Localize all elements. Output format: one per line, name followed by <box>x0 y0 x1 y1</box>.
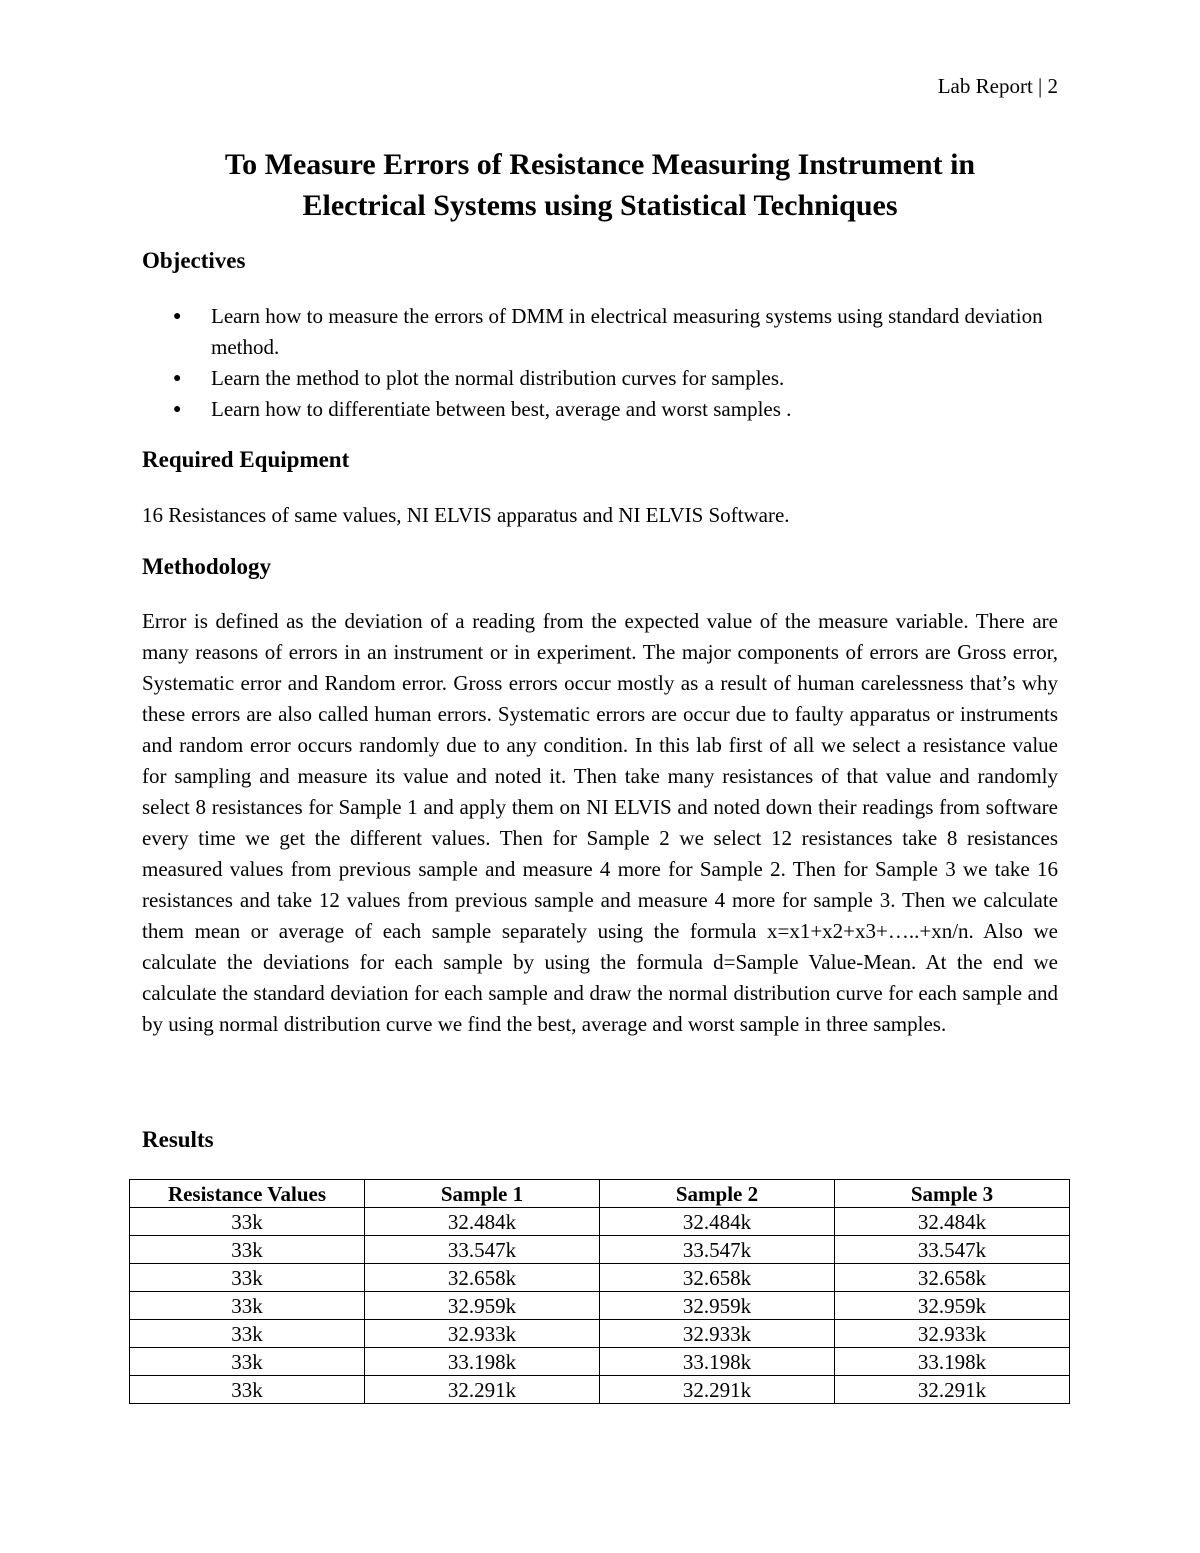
table-cell: 33.547k <box>600 1236 835 1264</box>
table-cell: 32.933k <box>365 1320 600 1348</box>
objective-item: ● Learn how to measure the errors of DMM in electrical measuring systems using standard deviation method. <box>142 301 1072 363</box>
column-header: Sample 1 <box>365 1180 600 1208</box>
table-cell: 33.547k <box>835 1236 1070 1264</box>
table-cell: 33.198k <box>835 1348 1070 1376</box>
table-cell: 33.547k <box>365 1236 600 1264</box>
methodology-heading: Methodology <box>142 554 272 579</box>
table-cell: 32.658k <box>365 1264 600 1292</box>
table-cell: 32.484k <box>600 1208 835 1236</box>
table-cell: 32.658k <box>835 1264 1070 1292</box>
table-row <box>130 1320 1070 1348</box>
table-cell: 33k <box>130 1208 365 1236</box>
table-cell: 32.959k <box>600 1292 835 1320</box>
table-cell: 32.959k <box>835 1292 1070 1320</box>
table-cell: 32.933k <box>600 1320 835 1348</box>
equipment-text: 16 Resistances of same values, NI ELVIS apparatus and NI ELVIS Software. <box>142 503 790 527</box>
table-cell: 33k <box>130 1292 365 1320</box>
table-cell: 32.291k <box>600 1376 835 1404</box>
table-row <box>130 1208 1070 1236</box>
results-heading: Results <box>142 1127 214 1152</box>
table-cell: 33.198k <box>365 1348 600 1376</box>
column-header: Sample 2 <box>600 1180 835 1208</box>
objective-item: ● Learn how to differentiate between best, average and worst samples . <box>142 394 1072 425</box>
table-cell: 33k <box>130 1348 365 1376</box>
objective-item: ● Learn the method to plot the normal distribution curves for samples. <box>142 363 1072 394</box>
column-header: Resistance Values <box>130 1180 365 1208</box>
table-cell: 33k <box>130 1320 365 1348</box>
table-cell: 33.198k <box>600 1348 835 1376</box>
equipment-heading: Required Equipment <box>142 447 350 472</box>
table-row <box>130 1236 1070 1264</box>
methodology-text: Error is defined as the deviation of a reading from the expected value of the measure variable. There are many reasons of errors in an instrument or in experiment. The major components of errors are Gross error, Systematic error and Random error. Gross errors occur mostly as a result of human carelessness that’s why these errors are also called human errors. Systematic errors are occur due to faulty apparatus or instruments and random error occurs randomly due to any condition. In this lab first of all we select a resistance value for sampling and measure its value and noted it. Then take many resistances of that value and randomly select 8 resistances for Sample 1 and apply them on NI ELVIS and noted down their readings from software every time we get the different values. Then for Sample 2 we select 12 resistances take 8 resistances measured values from previous sample and measure 4 more for Sample 2. Then for Sample 3 we take 16 resistances and take 12 values from previous sample and measure 4 more for sample 3. Then we calculate them mean or average of each sample separately using the formula x=x1+x2+x3+…..+xn/n. Also we calculate the deviations for each sample by using the formula d=Sample Value-Mean. At the end we calculate the standard deviation for each sample and draw the normal distribution curve for each sample and by using normal distribution curve we find the best, average and worst sample in three samples. <box>142 609 1058 1036</box>
table-row <box>130 1376 1070 1404</box>
objectives-heading: Objectives <box>142 248 246 273</box>
table-cell: 32.291k <box>835 1376 1070 1404</box>
table-row <box>130 1348 1070 1376</box>
objectives-list <box>142 301 1072 425</box>
results-table <box>129 1179 1070 1404</box>
column-header: Sample 3 <box>835 1180 1070 1208</box>
table-header-row <box>130 1180 1070 1208</box>
page-header: Lab Report | 2 <box>937 74 1058 98</box>
document-title <box>130 144 1070 226</box>
table-cell: 32.658k <box>600 1264 835 1292</box>
table-cell: 32.933k <box>835 1320 1070 1348</box>
table-cell: 32.291k <box>365 1376 600 1404</box>
table-cell: 32.959k <box>365 1292 600 1320</box>
table-cell: 33k <box>130 1264 365 1292</box>
title-line-1: To Measure Errors of Resistance Measuring Instrument in <box>224 148 976 181</box>
title-line-2: Electrical Systems using Statistical Techniques <box>302 189 898 222</box>
table-cell: 33k <box>130 1376 365 1404</box>
table-row <box>130 1264 1070 1292</box>
table-cell: 32.484k <box>365 1208 600 1236</box>
table-row <box>130 1292 1070 1320</box>
table-cell: 33k <box>130 1236 365 1264</box>
table-cell: 32.484k <box>835 1208 1070 1236</box>
